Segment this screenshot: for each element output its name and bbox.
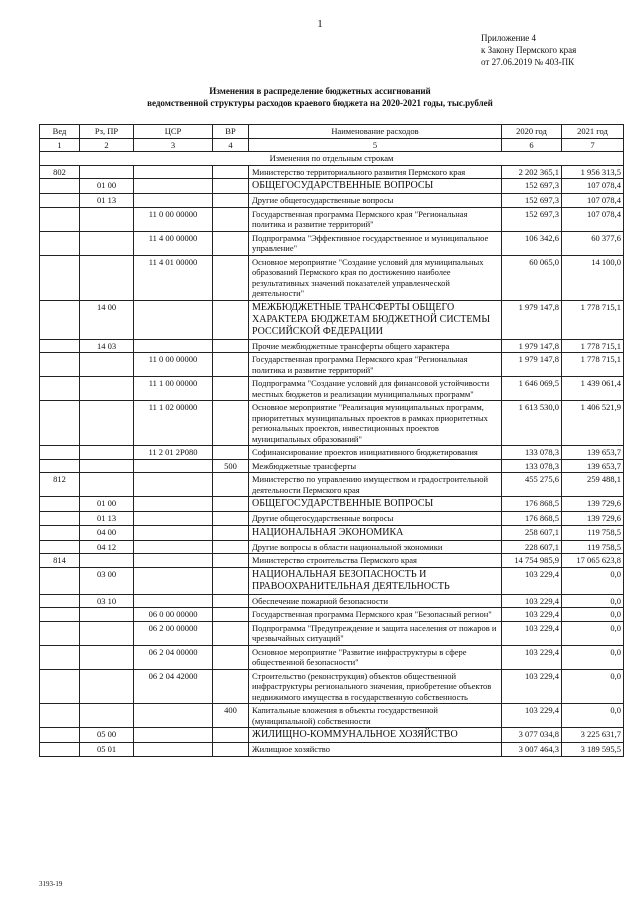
header-num-3: 3 [134, 138, 213, 152]
cell-csr: 11 0 00 00000 [134, 353, 213, 377]
cell-vr [213, 512, 249, 526]
cell-ved: 814 [40, 554, 80, 568]
header-csr: ЦСР [134, 125, 213, 139]
table-row [40, 554, 624, 568]
cell-vr [213, 669, 249, 704]
cell-vr [213, 554, 249, 568]
cell-2020: 103 229,4 [502, 621, 562, 645]
header-num-7: 7 [562, 138, 624, 152]
cell-ved [40, 645, 80, 669]
footer-code: 3193-19 [39, 880, 63, 888]
cell-2020: 133 078,3 [502, 446, 562, 460]
cell-vr [213, 377, 249, 401]
cell-name: НАЦИОНАЛЬНАЯ ЭКОНОМИКА [249, 525, 502, 540]
table-row [40, 594, 624, 608]
table-header-row [40, 125, 624, 139]
header-num-1: 1 [40, 138, 80, 152]
cell-rz-pr: 01 00 [80, 497, 134, 512]
document-title-line-2: ведомственной структуры расходов краевого бюджета на 2020-2021 годы, тыс.рублей [147, 98, 493, 108]
cell-csr [134, 194, 213, 208]
cell-ved [40, 401, 80, 446]
cell-vr [213, 525, 249, 540]
cell-csr: 11 4 00 00000 [134, 231, 213, 255]
cell-ved [40, 567, 80, 594]
cell-2020: 14 754 985,9 [502, 554, 562, 568]
cell-2021: 0,0 [562, 567, 624, 594]
cell-2020: 103 229,4 [502, 669, 562, 704]
cell-csr [134, 554, 213, 568]
cell-2020: 103 229,4 [502, 567, 562, 594]
cell-2020: 1 646 069,5 [502, 377, 562, 401]
cell-ved: 812 [40, 473, 80, 497]
cell-ved [40, 743, 80, 757]
table-row [40, 497, 624, 512]
cell-2020: 133 078,3 [502, 459, 562, 473]
cell-vr [213, 621, 249, 645]
cell-ved [40, 300, 80, 339]
cell-2020: 103 229,4 [502, 704, 562, 728]
cell-rz-pr [80, 669, 134, 704]
cell-ved [40, 353, 80, 377]
section-title: Изменения по отдельным строкам [40, 152, 624, 166]
cell-2021: 17 065 623,8 [562, 554, 624, 568]
cell-name: Обеспечение пожарной безопасности [249, 594, 502, 608]
cell-name: МЕЖБЮДЖЕТНЫЕ ТРАНСФЕРТЫ ОБЩЕГО ХАРАКТЕРА БЮДЖЕТАМ БЮДЖЕТНОЙ СИСТЕМЫ РОССИЙСКОЙ ФЕДЕРАЦИИ [249, 300, 502, 339]
appendix-block [481, 32, 576, 68]
cell-csr [134, 704, 213, 728]
cell-ved [40, 194, 80, 208]
cell-2020: 3 077 034,8 [502, 728, 562, 743]
cell-name: Прочие межбюджетные трансферты общего характера [249, 339, 502, 353]
cell-vr [213, 473, 249, 497]
cell-2021: 139 729,6 [562, 512, 624, 526]
table-row [40, 743, 624, 757]
cell-csr [134, 594, 213, 608]
cell-csr [134, 567, 213, 594]
table-row [40, 255, 624, 300]
cell-csr [134, 300, 213, 339]
cell-name: ОБЩЕГОСУДАРСТВЕННЫЕ ВОПРОСЫ [249, 179, 502, 194]
cell-ved [40, 231, 80, 255]
cell-vr [213, 165, 249, 179]
cell-name: Подпрограмма "Создание условий для финансовой устойчивости местных бюджетов и реализации муниципальных программ" [249, 377, 502, 401]
cell-2021: 107 078,4 [562, 207, 624, 231]
cell-2021: 1 778 715,1 [562, 353, 624, 377]
cell-ved [40, 207, 80, 231]
cell-rz-pr [80, 704, 134, 728]
cell-rz-pr [80, 621, 134, 645]
cell-2021: 119 758,5 [562, 540, 624, 554]
cell-csr [134, 165, 213, 179]
cell-name: Софинансирование проектов инициативного бюджетирования [249, 446, 502, 460]
cell-rz-pr [80, 255, 134, 300]
cell-rz-pr: 04 12 [80, 540, 134, 554]
cell-2020: 60 065,0 [502, 255, 562, 300]
header-name: Наименование расходов [249, 125, 502, 139]
cell-csr [134, 339, 213, 353]
cell-name: Жилищное хозяйство [249, 743, 502, 757]
cell-ved [40, 339, 80, 353]
cell-2020: 455 275,6 [502, 473, 562, 497]
cell-vr [213, 567, 249, 594]
cell-2020: 152 697,3 [502, 207, 562, 231]
cell-2021: 1 778 715,1 [562, 339, 624, 353]
cell-name: Государственная программа Пермского края "Региональная политика и развитие территорий" [249, 353, 502, 377]
cell-csr: 06 2 04 42000 [134, 669, 213, 704]
table-row [40, 645, 624, 669]
appendix-line-3: от 27.06.2019 № 403-ПК [481, 57, 575, 67]
cell-rz-pr: 14 00 [80, 300, 134, 339]
appendix-line-2: к Закону Пермского края [481, 45, 577, 55]
cell-rz-pr [80, 459, 134, 473]
cell-2021: 139 653,7 [562, 459, 624, 473]
cell-vr [213, 207, 249, 231]
cell-rz-pr [80, 473, 134, 497]
cell-vr [213, 179, 249, 194]
cell-vr [213, 231, 249, 255]
cell-name: ЖИЛИЩНО-КОММУНАЛЬНОЕ ХОЗЯЙСТВО [249, 728, 502, 743]
cell-csr [134, 512, 213, 526]
cell-2020: 176 868,5 [502, 512, 562, 526]
cell-rz-pr [80, 231, 134, 255]
cell-name: Строительство (реконструкция) объектов общественной инфраструктуры регионального значения, приобретение объектов недвижимого имущества в государственную собственность [249, 669, 502, 704]
cell-rz-pr [80, 207, 134, 231]
cell-name: НАЦИОНАЛЬНАЯ БЕЗОПАСНОСТЬ И ПРАВООХРАНИТЕЛЬНАЯ ДЕЯТЕЛЬНОСТЬ [249, 567, 502, 594]
cell-csr: 06 2 04 00000 [134, 645, 213, 669]
cell-rz-pr: 04 00 [80, 525, 134, 540]
cell-rz-pr [80, 165, 134, 179]
cell-rz-pr [80, 554, 134, 568]
cell-csr [134, 497, 213, 512]
cell-csr: 06 0 00 00000 [134, 608, 213, 622]
cell-name: Основное мероприятие "Создание условий для муниципальных образований Пермского края по достижению наиболее результативных значений показателей управленческой деятельности" [249, 255, 502, 300]
cell-ved [40, 608, 80, 622]
cell-rz-pr [80, 401, 134, 446]
header-num-2: 2 [80, 138, 134, 152]
cell-name: Государственная программа Пермского края "Региональная политика и развитие территорий" [249, 207, 502, 231]
header-ved: Вед [40, 125, 80, 139]
cell-name: ОБЩЕГОСУДАРСТВЕННЫЕ ВОПРОСЫ [249, 497, 502, 512]
budget-table [39, 124, 624, 757]
cell-2020: 258 607,1 [502, 525, 562, 540]
table-row [40, 179, 624, 194]
cell-vr [213, 353, 249, 377]
table-row [40, 377, 624, 401]
table-row [40, 512, 624, 526]
cell-csr: 11 0 00 00000 [134, 207, 213, 231]
header-vr: ВР [213, 125, 249, 139]
document-title-line-1: Изменения в распределение бюджетных ассигнований [209, 86, 431, 96]
table-row [40, 194, 624, 208]
header-2021: 2021 год [562, 125, 624, 139]
cell-csr: 11 2 01 2Р080 [134, 446, 213, 460]
cell-name: Подпрограмма "Предупреждение и защита населения от пожаров и чрезвычайных ситуаций" [249, 621, 502, 645]
cell-csr [134, 540, 213, 554]
cell-2021: 60 377,6 [562, 231, 624, 255]
cell-ved [40, 512, 80, 526]
cell-vr [213, 339, 249, 353]
cell-2021: 107 078,4 [562, 179, 624, 194]
cell-vr [213, 300, 249, 339]
cell-ved [40, 446, 80, 460]
cell-ved [40, 621, 80, 645]
cell-2020: 1 979 147,8 [502, 300, 562, 339]
cell-ved: 802 [40, 165, 80, 179]
cell-rz-pr: 03 00 [80, 567, 134, 594]
table-row [40, 446, 624, 460]
cell-name: Министерство по управлению имуществом и градостроительной деятельности Пермского края [249, 473, 502, 497]
cell-2020: 152 697,3 [502, 179, 562, 194]
cell-csr [134, 728, 213, 743]
header-rz-pr: Рз, ПР [80, 125, 134, 139]
cell-rz-pr: 05 00 [80, 728, 134, 743]
cell-2020: 103 229,4 [502, 645, 562, 669]
cell-rz-pr [80, 608, 134, 622]
cell-csr: 11 4 01 00000 [134, 255, 213, 300]
cell-2021: 119 758,5 [562, 525, 624, 540]
cell-2021: 0,0 [562, 608, 624, 622]
cell-rz-pr: 01 00 [80, 179, 134, 194]
cell-csr [134, 459, 213, 473]
table-header-numbers-row [40, 138, 624, 152]
cell-ved [40, 594, 80, 608]
cell-rz-pr: 14 03 [80, 339, 134, 353]
cell-2020: 106 342,6 [502, 231, 562, 255]
table-row [40, 300, 624, 339]
header-num-5: 5 [249, 138, 502, 152]
table-row [40, 621, 624, 645]
cell-vr: 400 [213, 704, 249, 728]
cell-vr [213, 645, 249, 669]
cell-2020: 2 202 365,1 [502, 165, 562, 179]
cell-rz-pr: 01 13 [80, 194, 134, 208]
cell-2021: 139 653,7 [562, 446, 624, 460]
cell-csr [134, 473, 213, 497]
cell-ved [40, 525, 80, 540]
cell-2021: 0,0 [562, 645, 624, 669]
cell-name: Министерство строительства Пермского края [249, 554, 502, 568]
cell-name: Другие вопросы в области национальной экономики [249, 540, 502, 554]
cell-2021: 14 100,0 [562, 255, 624, 300]
cell-rz-pr [80, 353, 134, 377]
cell-2020: 103 229,4 [502, 608, 562, 622]
cell-vr [213, 255, 249, 300]
cell-rz-pr: 05 01 [80, 743, 134, 757]
table-row [40, 669, 624, 704]
table-row [40, 728, 624, 743]
cell-name: Основное мероприятие "Развитие инфраструктуры в сфере общественной безопасности" [249, 645, 502, 669]
cell-name: Министерство территориального развития Пермского края [249, 165, 502, 179]
cell-vr [213, 401, 249, 446]
cell-2020: 176 868,5 [502, 497, 562, 512]
cell-vr [213, 194, 249, 208]
table-row [40, 540, 624, 554]
cell-csr [134, 179, 213, 194]
cell-name: Капитальные вложения в объекты государственной (муниципальной) собственности [249, 704, 502, 728]
cell-vr: 500 [213, 459, 249, 473]
cell-2021: 0,0 [562, 669, 624, 704]
table-row [40, 567, 624, 594]
appendix-line-1: Приложение 4 [481, 33, 537, 43]
cell-2020: 228 607,1 [502, 540, 562, 554]
table-row [40, 525, 624, 540]
cell-ved [40, 255, 80, 300]
table-row [40, 704, 624, 728]
cell-2021: 1 956 313,5 [562, 165, 624, 179]
page-number: 1 [317, 18, 323, 30]
table-row [40, 401, 624, 446]
table-row [40, 165, 624, 179]
cell-name: Другие общегосударственные вопросы [249, 512, 502, 526]
cell-ved [40, 497, 80, 512]
cell-name: Межбюджетные трансферты [249, 459, 502, 473]
cell-rz-pr [80, 645, 134, 669]
table-row [40, 353, 624, 377]
cell-ved [40, 459, 80, 473]
cell-2020: 1 979 147,8 [502, 353, 562, 377]
cell-ved [40, 669, 80, 704]
header-2020: 2020 год [502, 125, 562, 139]
cell-ved [40, 179, 80, 194]
cell-csr [134, 525, 213, 540]
cell-name: Государственная программа Пермского края "Безопасный регион" [249, 608, 502, 622]
cell-2020: 1 979 147,8 [502, 339, 562, 353]
table-row [40, 231, 624, 255]
cell-vr [213, 594, 249, 608]
table-row [40, 459, 624, 473]
table-row [40, 473, 624, 497]
cell-ved [40, 377, 80, 401]
cell-2021: 1 439 061,4 [562, 377, 624, 401]
cell-name: Другие общегосударственные вопросы [249, 194, 502, 208]
cell-vr [213, 728, 249, 743]
cell-2021: 139 729,6 [562, 497, 624, 512]
cell-vr [213, 497, 249, 512]
cell-2020: 1 613 530,0 [502, 401, 562, 446]
header-num-4: 4 [213, 138, 249, 152]
cell-2021: 3 189 595,5 [562, 743, 624, 757]
cell-csr: 11 1 00 00000 [134, 377, 213, 401]
cell-vr [213, 446, 249, 460]
cell-2021: 3 225 631,7 [562, 728, 624, 743]
cell-ved [40, 540, 80, 554]
cell-2021: 0,0 [562, 594, 624, 608]
header-num-6: 6 [502, 138, 562, 152]
cell-csr: 11 1 02 00000 [134, 401, 213, 446]
cell-2021: 0,0 [562, 704, 624, 728]
cell-vr [213, 608, 249, 622]
cell-2021: 259 488,1 [562, 473, 624, 497]
cell-vr [213, 743, 249, 757]
cell-name: Основное мероприятие "Реализация муниципальных программ, приоритетных муниципальных проектов в рамках приоритетных региональных проектов, инвестиционных проектов муниципальных образований" [249, 401, 502, 446]
cell-csr: 06 2 00 00000 [134, 621, 213, 645]
cell-rz-pr: 03 10 [80, 594, 134, 608]
cell-2021: 1 406 521,9 [562, 401, 624, 446]
cell-ved [40, 728, 80, 743]
cell-rz-pr: 01 13 [80, 512, 134, 526]
table-row [40, 339, 624, 353]
cell-2020: 152 697,3 [502, 194, 562, 208]
cell-2021: 1 778 715,1 [562, 300, 624, 339]
cell-2021: 0,0 [562, 621, 624, 645]
cell-2020: 103 229,4 [502, 594, 562, 608]
cell-2020: 3 007 464,3 [502, 743, 562, 757]
cell-2021: 107 078,4 [562, 194, 624, 208]
cell-rz-pr [80, 446, 134, 460]
section-row [40, 152, 624, 166]
cell-vr [213, 540, 249, 554]
table-row [40, 608, 624, 622]
cell-csr [134, 743, 213, 757]
cell-name: Подпрограмма "Эффективное государственное и муниципальное управление" [249, 231, 502, 255]
table-row [40, 207, 624, 231]
cell-ved [40, 704, 80, 728]
cell-rz-pr [80, 377, 134, 401]
